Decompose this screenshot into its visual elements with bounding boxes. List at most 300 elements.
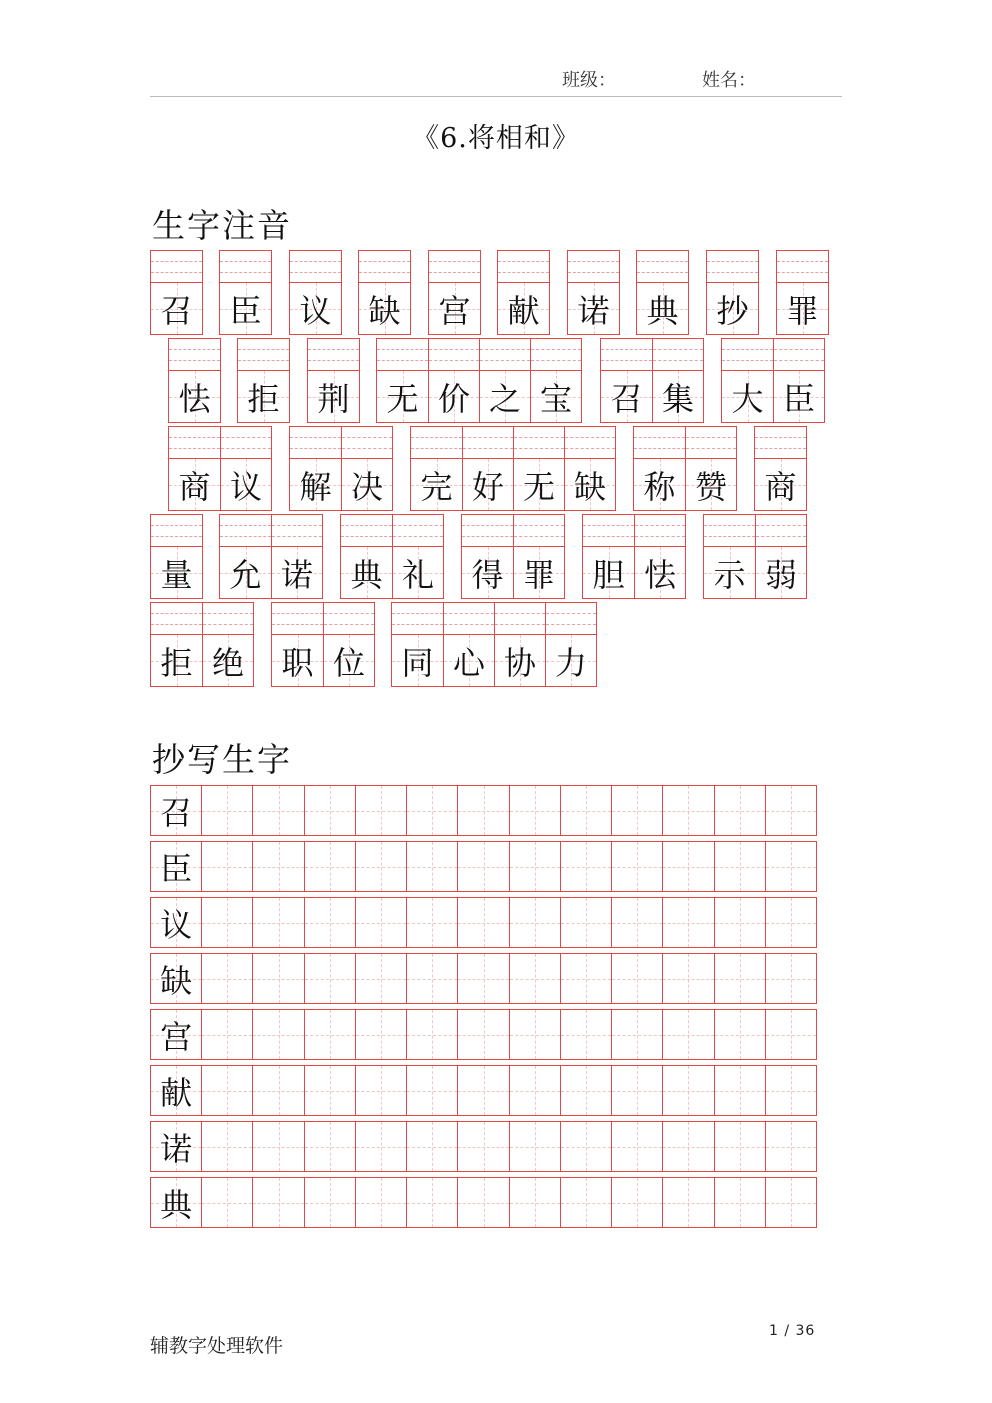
header-divider [150, 96, 842, 97]
pinyin-input-lines[interactable] [635, 515, 685, 547]
hanzi-char: 允 [229, 555, 262, 594]
hanzi-char: 怯 [178, 379, 211, 418]
writing-cell[interactable] [611, 954, 662, 1003]
pinyin-input-lines[interactable] [531, 339, 581, 371]
pinyin-input-lines[interactable] [411, 427, 462, 459]
hanzi-char: 怯 [643, 555, 676, 594]
writing-cell[interactable] [714, 898, 765, 947]
pinyin-input-lines[interactable] [272, 603, 323, 635]
pinyin-input-lines[interactable] [565, 427, 615, 459]
pinyin-input-lines[interactable] [151, 251, 202, 283]
hanzi-char: 宫 [438, 291, 471, 330]
pinyin-input-lines[interactable] [393, 515, 443, 547]
char-cell [773, 339, 824, 422]
pinyin-word-box [721, 338, 825, 423]
char-cell [530, 339, 581, 422]
tian-grid [308, 371, 359, 422]
pinyin-input-lines[interactable] [444, 603, 494, 635]
tian-grid [429, 371, 479, 422]
tian-grid [272, 547, 322, 598]
writing-cell[interactable] [611, 1122, 662, 1171]
char-cell [202, 603, 253, 686]
writing-cell[interactable] [560, 1010, 611, 1059]
pinyin-word-box [633, 426, 737, 511]
writing-cell[interactable] [765, 1178, 816, 1227]
pinyin-input-lines[interactable] [704, 515, 755, 547]
writing-cell[interactable] [509, 1178, 560, 1227]
hanzi-char: 典 [350, 555, 383, 594]
model-char: 臣 [160, 849, 193, 888]
writing-cell[interactable] [201, 842, 252, 891]
char-cell [411, 427, 462, 510]
writing-cell[interactable] [714, 1178, 765, 1227]
pinyin-word-box [150, 250, 203, 335]
hanzi-char: 罪 [786, 291, 819, 330]
pinyin-word-box [391, 602, 597, 687]
pinyin-input-lines[interactable] [756, 515, 806, 547]
hanzi-char: 力 [554, 643, 587, 682]
tian-grid [359, 283, 410, 334]
writing-cell[interactable] [611, 1178, 662, 1227]
hanzi-char: 协 [503, 643, 536, 682]
pinyin-word-box [376, 338, 582, 423]
pinyin-word-box [237, 338, 290, 423]
hanzi-char: 集 [661, 379, 694, 418]
char-cell [220, 251, 271, 334]
char-cell [377, 339, 428, 422]
writing-cell[interactable] [560, 1178, 611, 1227]
pinyin-input-lines[interactable] [755, 427, 806, 459]
char-cell [513, 427, 564, 510]
pinyin-input-lines[interactable] [220, 515, 271, 547]
pinyin-input-lines[interactable] [495, 603, 545, 635]
pinyin-word-box [168, 426, 272, 511]
char-cell [583, 515, 634, 598]
writing-cell[interactable] [714, 954, 765, 1003]
writing-cell[interactable] [406, 954, 457, 1003]
char-cell [220, 427, 271, 510]
writing-cell[interactable] [714, 1066, 765, 1115]
hanzi-char: 位 [332, 643, 365, 682]
tian-grid [341, 547, 392, 598]
writing-cell[interactable] [765, 842, 816, 891]
writing-cell[interactable] [457, 1066, 508, 1115]
model-char-cell [151, 1178, 201, 1227]
pinyin-word-box [271, 602, 375, 687]
pinyin-input-lines[interactable] [341, 515, 392, 547]
writing-cell[interactable] [201, 786, 252, 835]
writing-cell[interactable] [355, 954, 406, 1003]
writing-cell[interactable] [509, 842, 560, 891]
writing-cell[interactable] [560, 954, 611, 1003]
pinyin-input-lines[interactable] [498, 251, 549, 283]
page-number: 1 / 36 [769, 1323, 816, 1339]
practice-row [150, 841, 817, 892]
char-cell [151, 603, 202, 686]
tian-grid [495, 635, 545, 686]
writing-cell[interactable] [765, 786, 816, 835]
writing-cell[interactable] [201, 1178, 252, 1227]
char-cell [568, 251, 619, 334]
hanzi-char: 宝 [539, 379, 572, 418]
hanzi-char: 缺 [368, 291, 401, 330]
writing-cell[interactable] [662, 842, 713, 891]
writing-cell[interactable] [662, 1178, 713, 1227]
pinyin-input-lines[interactable] [546, 603, 596, 635]
pinyin-word-box [150, 602, 254, 687]
char-cell [707, 251, 758, 334]
pinyin-input-lines[interactable] [514, 427, 564, 459]
pinyin-input-lines[interactable] [392, 603, 443, 635]
writing-cell[interactable] [611, 842, 662, 891]
writing-cell[interactable] [509, 786, 560, 835]
char-cell [755, 515, 806, 598]
practice-row [150, 1177, 817, 1228]
model-char: 缺 [160, 961, 193, 1000]
tian-grid [653, 371, 703, 422]
model-char-cell [151, 1066, 201, 1115]
char-cell [341, 427, 392, 510]
model-char: 宫 [160, 1017, 193, 1056]
char-cell [652, 339, 703, 422]
hanzi-char: 好 [471, 467, 504, 506]
pinyin-input-lines[interactable] [774, 339, 824, 371]
char-cell [271, 515, 322, 598]
class-label: 班级： [562, 70, 616, 91]
char-cell [704, 515, 755, 598]
writing-cell[interactable] [355, 898, 406, 947]
char-cell [637, 251, 688, 334]
pinyin-word-box [289, 426, 393, 511]
writing-cell[interactable] [252, 1178, 303, 1227]
tian-grid [220, 547, 271, 598]
writing-cell[interactable] [611, 786, 662, 835]
writing-cell[interactable] [201, 954, 252, 1003]
hanzi-char: 量 [160, 555, 193, 594]
tian-grid [463, 459, 513, 510]
writing-cell[interactable] [406, 842, 457, 891]
writing-cell[interactable] [457, 898, 508, 947]
pinyin-input-lines[interactable] [777, 251, 828, 283]
tian-grid [704, 547, 755, 598]
pinyin-input-lines[interactable] [514, 515, 564, 547]
hanzi-char: 商 [178, 467, 211, 506]
hanzi-char: 罪 [522, 555, 555, 594]
tian-grid [169, 459, 220, 510]
pinyin-word-box [461, 514, 565, 599]
model-char-cell [151, 954, 201, 1003]
model-char-cell [151, 1122, 201, 1171]
writing-cell[interactable] [765, 1122, 816, 1171]
writing-cell[interactable] [714, 1122, 765, 1171]
writing-cell[interactable] [304, 898, 355, 947]
pinyin-input-lines[interactable] [377, 339, 428, 371]
pinyin-input-lines[interactable] [722, 339, 773, 371]
writing-cell[interactable] [509, 1122, 560, 1171]
writing-cell[interactable] [406, 1010, 457, 1059]
writing-cell[interactable] [252, 1122, 303, 1171]
char-cell [545, 603, 596, 686]
writing-cell[interactable] [662, 898, 713, 947]
pinyin-input-lines[interactable] [359, 251, 410, 283]
tian-grid [722, 371, 773, 422]
pinyin-input-lines[interactable] [238, 339, 289, 371]
writing-cell[interactable] [662, 786, 713, 835]
practice-row [150, 785, 817, 836]
hanzi-char: 议 [229, 467, 262, 506]
writing-cell[interactable] [406, 1178, 457, 1227]
pinyin-input-lines[interactable] [221, 427, 271, 459]
pinyin-input-lines[interactable] [324, 603, 374, 635]
writing-cell[interactable] [304, 1066, 355, 1115]
pinyin-input-lines[interactable] [342, 427, 392, 459]
writing-cell[interactable] [304, 842, 355, 891]
writing-cell[interactable] [252, 954, 303, 1003]
char-cell [498, 251, 549, 334]
hanzi-char: 大 [731, 379, 764, 418]
hanzi-char: 议 [299, 291, 332, 330]
tian-grid [290, 459, 341, 510]
writing-cell[interactable] [662, 1010, 713, 1059]
pinyin-word-box [340, 514, 444, 599]
writing-cell[interactable] [765, 1066, 816, 1115]
writing-cell[interactable] [201, 1010, 252, 1059]
pinyin-word-box [219, 514, 323, 599]
tian-grid [392, 635, 443, 686]
hanzi-char: 赞 [694, 467, 727, 506]
model-char: 献 [160, 1073, 193, 1112]
char-cell [513, 515, 564, 598]
writing-cell[interactable] [765, 954, 816, 1003]
writing-cell[interactable] [457, 786, 508, 835]
pinyin-input-lines[interactable] [568, 251, 619, 283]
pinyin-input-lines[interactable] [169, 427, 220, 459]
char-cell [777, 251, 828, 334]
char-cell [392, 515, 443, 598]
hanzi-char: 心 [452, 643, 485, 682]
writing-cell[interactable] [201, 898, 252, 947]
char-cell [308, 339, 359, 422]
writing-cell[interactable] [355, 842, 406, 891]
pinyin-input-lines[interactable] [429, 251, 480, 283]
pinyin-input-lines[interactable] [634, 427, 685, 459]
pinyin-input-lines[interactable] [151, 515, 202, 547]
char-cell [341, 515, 392, 598]
tian-grid [462, 547, 513, 598]
writing-cell[interactable] [457, 1010, 508, 1059]
tian-grid [546, 635, 596, 686]
writing-cell[interactable] [765, 1010, 816, 1059]
pinyin-word-box [358, 250, 411, 335]
practice-row [150, 897, 817, 948]
writing-cell[interactable] [355, 1066, 406, 1115]
writing-cell[interactable] [252, 786, 303, 835]
writing-cell[interactable] [406, 898, 457, 947]
writing-cell[interactable] [611, 898, 662, 947]
hanzi-char: 之 [488, 379, 521, 418]
hanzi-char: 绝 [211, 643, 244, 682]
hanzi-char: 礼 [401, 555, 434, 594]
hanzi-char: 抄 [716, 291, 749, 330]
practice-row [150, 1121, 817, 1172]
pinyin-word-box [168, 338, 221, 423]
practice-row [150, 953, 817, 1004]
writing-cell[interactable] [457, 1178, 508, 1227]
writing-cell[interactable] [355, 1122, 406, 1171]
pinyin-input-lines[interactable] [169, 339, 220, 371]
pinyin-input-lines[interactable] [480, 339, 530, 371]
hanzi-char: 示 [713, 555, 746, 594]
writing-cell[interactable] [662, 1066, 713, 1115]
model-char-cell [151, 786, 201, 835]
hanzi-char: 召 [160, 291, 193, 330]
writing-cell[interactable] [252, 842, 303, 891]
tian-grid [444, 635, 494, 686]
pinyin-input-lines[interactable] [151, 603, 202, 635]
writing-cell[interactable] [509, 898, 560, 947]
pinyin-input-lines[interactable] [308, 339, 359, 371]
pinyin-input-lines[interactable] [653, 339, 703, 371]
char-cell [429, 251, 480, 334]
pinyin-input-lines[interactable] [637, 251, 688, 283]
hanzi-char: 拒 [160, 643, 193, 682]
char-cell [169, 427, 220, 510]
char-cell [151, 515, 202, 598]
hanzi-char: 胆 [592, 555, 625, 594]
hanzi-char: 职 [281, 643, 314, 682]
writing-cell[interactable] [457, 842, 508, 891]
tian-grid [480, 371, 530, 422]
writing-cell[interactable] [406, 786, 457, 835]
writing-cell[interactable] [457, 954, 508, 1003]
tian-grid [221, 459, 271, 510]
tian-grid [583, 547, 634, 598]
tian-grid [498, 283, 549, 334]
hanzi-char: 诺 [577, 291, 610, 330]
tian-grid [707, 283, 758, 334]
tian-grid [377, 371, 428, 422]
model-char: 召 [160, 793, 193, 832]
writing-cell[interactable] [457, 1122, 508, 1171]
practice-row [150, 1009, 817, 1060]
writing-cell[interactable] [406, 1122, 457, 1171]
page-title: 《6.将相和》 [412, 123, 580, 154]
hanzi-char: 无 [386, 379, 419, 418]
writing-cell[interactable] [252, 1010, 303, 1059]
writing-cell[interactable] [304, 1178, 355, 1227]
pinyin-input-lines[interactable] [290, 427, 341, 459]
writing-cell[interactable] [714, 842, 765, 891]
writing-cell[interactable] [304, 954, 355, 1003]
writing-cell[interactable] [611, 1066, 662, 1115]
hanzi-char: 解 [299, 467, 332, 506]
writing-cell[interactable] [304, 1010, 355, 1059]
char-cell [238, 339, 289, 422]
pinyin-input-lines[interactable] [686, 427, 736, 459]
writing-cell[interactable] [509, 1066, 560, 1115]
pinyin-word-box [754, 426, 807, 511]
tian-grid [393, 547, 443, 598]
writing-cell[interactable] [714, 786, 765, 835]
writing-cell[interactable] [662, 1122, 713, 1171]
pinyin-input-lines[interactable] [220, 251, 271, 283]
pinyin-input-lines[interactable] [203, 603, 253, 635]
pinyin-word-box [600, 338, 704, 423]
char-cell [685, 427, 736, 510]
char-cell [151, 251, 202, 334]
footer-software-name: 辅教字处理软件 [150, 1335, 284, 1357]
tian-grid [169, 371, 220, 422]
writing-cell[interactable] [611, 1010, 662, 1059]
writing-cell[interactable] [201, 1122, 252, 1171]
writing-cell[interactable] [560, 1122, 611, 1171]
writing-cell[interactable] [560, 1066, 611, 1115]
pinyin-input-lines[interactable] [429, 339, 479, 371]
char-cell [601, 339, 652, 422]
pinyin-word-box [289, 250, 342, 335]
writing-cell[interactable] [252, 898, 303, 947]
hanzi-char: 召 [610, 379, 643, 418]
writing-cell[interactable] [355, 1178, 406, 1227]
pinyin-input-lines[interactable] [583, 515, 634, 547]
pinyin-input-lines[interactable] [463, 427, 513, 459]
tian-grid [151, 283, 202, 334]
pinyin-input-lines[interactable] [272, 515, 322, 547]
pinyin-word-box [636, 250, 689, 335]
writing-cell[interactable] [560, 842, 611, 891]
tian-grid [686, 459, 736, 510]
hanzi-char: 拒 [247, 379, 280, 418]
pinyin-input-lines[interactable] [601, 339, 652, 371]
practice-row [150, 1065, 817, 1116]
pinyin-word-box [567, 250, 620, 335]
writing-cell[interactable] [509, 954, 560, 1003]
writing-cell[interactable] [201, 1066, 252, 1115]
pinyin-input-lines[interactable] [290, 251, 341, 283]
writing-cell[interactable] [714, 1010, 765, 1059]
hanzi-char: 商 [764, 467, 797, 506]
tian-grid [290, 283, 341, 334]
writing-cell[interactable] [509, 1010, 560, 1059]
writing-cell[interactable] [304, 1122, 355, 1171]
writing-cell[interactable] [560, 898, 611, 947]
writing-cell[interactable] [252, 1066, 303, 1115]
hanzi-char: 同 [401, 643, 434, 682]
pinyin-input-lines[interactable] [707, 251, 758, 283]
hanzi-char: 诺 [280, 555, 313, 594]
section-title-copy: 抄写生字 [152, 740, 292, 779]
writing-cell[interactable] [765, 898, 816, 947]
writing-cell[interactable] [355, 1010, 406, 1059]
pinyin-word-box [307, 338, 360, 423]
writing-cell[interactable] [355, 786, 406, 835]
char-cell [722, 339, 773, 422]
char-cell [479, 339, 530, 422]
pinyin-input-lines[interactable] [462, 515, 513, 547]
char-cell [290, 251, 341, 334]
writing-cell[interactable] [662, 954, 713, 1003]
writing-cell[interactable] [406, 1066, 457, 1115]
char-cell [462, 427, 513, 510]
char-cell [564, 427, 615, 510]
char-cell [443, 603, 494, 686]
writing-cell[interactable] [304, 786, 355, 835]
tian-grid [151, 635, 202, 686]
char-cell [272, 603, 323, 686]
pinyin-word-box [582, 514, 686, 599]
tian-grid [601, 371, 652, 422]
writing-cell[interactable] [560, 786, 611, 835]
